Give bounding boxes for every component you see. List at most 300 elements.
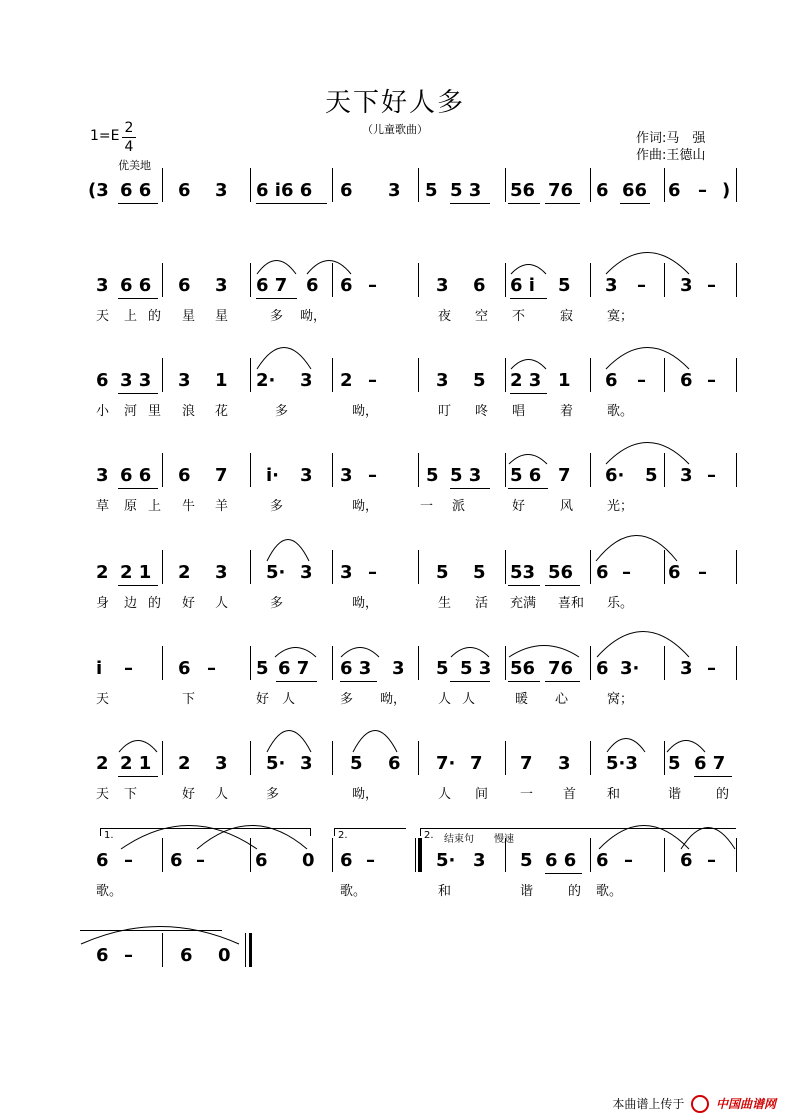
lyric-word: 身 [96,596,110,611]
beam-underline [118,393,158,394]
bar-line [332,646,333,680]
staff-row [0,753,790,813]
note-group: 5 [436,658,449,679]
note-group: 3 [473,850,486,871]
bar-line [418,263,419,297]
note-group: 3 [300,562,313,583]
note-group: 6 [178,275,191,296]
lyric-word: 谐 [520,884,534,899]
bar-line [736,358,737,392]
note-group: 5· [266,753,286,774]
tempo-marking: 优美地 [118,159,151,172]
lyric-word: 和 [607,787,621,802]
lyric-word: 一 [520,787,534,802]
lyric-word: 呦， [352,499,379,514]
ending-alt-line [420,828,736,829]
slur-arc [340,646,380,658]
bar-line [736,263,737,297]
note-group: 2 3 [510,370,542,391]
note-group: 6 7 [256,275,288,296]
bar-line [590,741,591,775]
bar-line [250,550,251,584]
note-group: 3 [680,465,693,486]
lyric-word: 光； [607,499,634,514]
ending-alt-label: 2. [424,830,434,841]
note-group: 2 [96,562,109,583]
note-group: 3 [436,275,449,296]
note-group: – [124,658,133,679]
note-group: 56 [510,658,536,679]
lyric-word: 下 [124,787,138,802]
ending-second-bracket [334,828,335,836]
lyrics-line [0,400,790,418]
bar-line [332,168,333,202]
beam-underline [118,488,158,489]
lyric-word: 寂 [560,309,574,324]
lyric-word: 的 [716,787,730,802]
notes-line [0,465,790,489]
slur-arc [508,644,580,658]
note-group: 0 [218,945,231,966]
lyric-word: 原 [124,499,138,514]
lyric-word: 多 [270,499,284,514]
lyric-word: 空 [475,309,489,324]
note-group: – [368,275,377,296]
note-group: 7 [470,753,483,774]
slur-arc [450,646,490,658]
note-group: 6 [178,180,191,201]
note-group: 6 [178,658,191,679]
lyric-word: 好 [182,596,196,611]
lyric-word: 充满 [510,596,537,611]
note-group: 2· [256,370,276,391]
note-group: ) [722,180,731,201]
bar-line [162,453,163,487]
time-numerator: 2 [124,120,134,136]
note-group: 2 1 [120,753,152,774]
slur-arc [274,646,317,658]
lyric-word: 歌。 [607,404,634,419]
bar-line [162,263,163,297]
lyric-word: 好 [256,692,270,707]
note-group: 5 [473,370,486,391]
site-logo-icon [691,1095,709,1113]
lyric-word: 小 [96,404,110,419]
note-group: 3· [620,658,640,679]
bar-line [418,550,419,584]
note-group: 6· [605,465,625,486]
lyric-word: 叮 [438,404,452,419]
lyrics-line [0,305,790,323]
note-group: 2 [178,562,191,583]
bar-line [250,358,251,392]
note-group: 3 [178,370,191,391]
beam-underline [694,776,732,777]
note-group: 6 6 [120,465,152,486]
ending-alt-bracket [420,828,421,836]
lyric-word: 天 [96,787,110,802]
note-group: 3 [300,465,313,486]
repeat-bar [415,838,422,872]
note-group: 5 3 [460,658,492,679]
lyric-word: 歌。 [596,884,623,899]
lyric-word: 呦， [352,404,379,419]
lyric-word: 的 [568,884,582,899]
staff-row [0,370,790,430]
note-group: 6 [340,850,353,871]
lyric-word: 呦， [380,692,407,707]
note-group: – [707,658,716,679]
lyric-word: 多 [340,692,354,707]
note-group: 3 [392,658,405,679]
bar-line [736,838,737,872]
bar-line [162,550,163,584]
beam-underline [118,203,158,204]
lyric-word: 羊 [215,499,229,514]
time-signature [122,120,136,155]
beam-underline [545,681,580,682]
lyric-word: 不 [512,309,526,324]
bar-line [332,838,333,872]
lyric-word: 心 [555,692,569,707]
notes-line [0,850,790,874]
note-group: 6 i6 6 [256,180,313,201]
notes-line [0,658,790,682]
ending-first-bracket-end [310,828,311,836]
coda-marks: 结束句 慢速 [444,834,514,845]
beam-underline [508,681,540,682]
beam-underline [450,488,490,489]
note-group: 1 [215,370,228,391]
note-group: – [698,562,707,583]
slur-arc [596,630,690,658]
lyric-word: 星 [182,309,196,324]
lyric-word: 呦， [300,309,327,324]
bar-line [590,263,591,297]
note-group: 6 [255,850,268,871]
bar-line [505,168,506,202]
lyric-word: 天 [96,692,110,707]
ending-second-line [334,828,406,829]
note-group: – [124,945,133,966]
note-group: 6 [180,945,193,966]
bar-line [332,741,333,775]
lyric-word: 的 [148,309,162,324]
note-group: 3 [436,370,449,391]
slur-arc [80,925,240,945]
lyric-word: 里 [148,404,162,419]
notes-line [0,370,790,394]
bar-line [418,168,419,202]
lyric-word: 咚 [475,404,489,419]
note-group: i· [266,465,280,486]
note-group: 76 [548,180,574,201]
beam-underline [508,488,548,489]
lyric-word: 星 [215,309,229,324]
note-group: 5 [436,562,449,583]
lyrics-line [0,592,790,610]
ending-second-label: 2. [338,830,348,841]
lyric-word: 天 [96,309,110,324]
notes-line [0,275,790,299]
lyric-word: 暖 [515,692,529,707]
bar-line [418,646,419,680]
lyric-word: 人 [215,596,229,611]
note-group: 2 [340,370,353,391]
note-group: 5 [350,753,363,774]
bar-line [418,358,419,392]
bar-line [664,168,665,202]
bar-line [505,263,506,297]
slur-arc [118,739,158,753]
note-group: 6 6 [545,850,577,871]
note-group: 6 [178,465,191,486]
note-group: 5 [473,562,486,583]
lyric-word: 多 [275,404,289,419]
bar-line [590,168,591,202]
note-group: 5 [425,180,438,201]
note-group: – [366,850,375,871]
beam-underline [256,203,327,204]
note-group: 76 [548,658,574,679]
note-group: 3 [96,275,109,296]
beam-underline [510,298,547,299]
beam-underline [118,585,158,586]
note-group: 6 [340,275,353,296]
note-group: 6 [170,850,183,871]
note-group: i [96,658,103,679]
note-group: 56 [548,562,574,583]
note-group: 53 [510,562,536,583]
note-group: 6 [668,562,681,583]
footer [612,1095,776,1114]
lyric-word: 夜 [438,309,452,324]
note-group: 5 [256,658,269,679]
beam-underline [118,298,158,299]
note-group: 2 1 [120,562,152,583]
note-group: – [368,370,377,391]
note-group: 3 [605,275,618,296]
bar-line [505,453,506,487]
lyric-word: 人 [438,692,452,707]
note-group: 6 [596,562,609,583]
note-group: – [637,370,646,391]
slur-arc [256,259,297,275]
bar-line [590,646,591,680]
note-group: 6 [605,370,618,391]
lyric-word: 人 [462,692,476,707]
note-group: 7 [558,465,571,486]
beam-underline [620,203,650,204]
note-group: – [707,370,716,391]
lyric-word: 间 [475,787,489,802]
note-group: 5 6 [510,465,542,486]
note-group: 2 [178,753,191,774]
note-group: 5 [426,465,439,486]
beam-underline [118,776,158,777]
lyric-word: 谐 [668,787,682,802]
bar-line [332,358,333,392]
bar-line [505,358,506,392]
lyric-word: 和 [438,884,452,899]
bar-line [250,453,251,487]
bar-line [736,550,737,584]
note-group: – [622,562,631,583]
lyrics-line [0,495,790,513]
notes-line [0,562,790,586]
note-group: 3 [680,275,693,296]
note-group: – [124,850,133,871]
note-group: 6 [306,275,319,296]
beam-underline [508,585,540,586]
key-label: 1=E [90,128,120,144]
beam-underline [545,203,580,204]
beam-underline [340,681,377,682]
lyrics-line [0,688,790,706]
lyric-word: 人 [438,787,452,802]
bar-line [250,168,251,202]
lyric-word: 多 [266,787,280,802]
note-group: 3 [300,370,313,391]
staff-row [0,465,790,525]
note-group: 5 3 [450,465,482,486]
lyric-word: 牛 [182,499,196,514]
lyric-word: 呦， [352,596,379,611]
lyric-word: 派 [452,499,466,514]
lyric-word: 首 [563,787,577,802]
beam-underline [545,873,582,874]
bar-line [250,646,251,680]
lyrics-line [0,210,790,228]
lyric-word: 歌。 [96,884,123,899]
note-group: 5·3 [606,753,638,774]
beam-underline [450,681,490,682]
slur-arc [510,358,547,370]
bar-line [736,453,737,487]
notes-line [0,180,790,204]
note-group: – [207,658,216,679]
beam-underline [510,393,547,394]
note-group: 5 [668,753,681,774]
lyric-word: 喜和 [558,596,585,611]
note-group: 6 [668,180,681,201]
lyric-word: 歌。 [340,884,367,899]
note-group: 6 [596,180,609,201]
lyric-word: 唱 [512,404,526,419]
time-denominator: 4 [124,139,134,155]
note-group: 3 [680,658,693,679]
lyric-word: 乐。 [607,596,634,611]
note-group: 3 [300,753,313,774]
bar-line [505,550,506,584]
lyric-word: 活 [475,596,489,611]
slur-arc [605,346,690,370]
staff-row [0,945,790,1005]
bar-line [736,646,737,680]
slur-arc [266,538,310,562]
note-group: 5 [645,465,658,486]
note-group: 6 [680,370,693,391]
bar-line [664,741,665,775]
staff-row [0,850,790,910]
bar-line [505,741,506,775]
note-group: – [707,465,716,486]
bar-line [162,741,163,775]
note-group: – [368,562,377,583]
note-group: 5 [520,850,533,871]
slur-arc [510,263,547,275]
lyric-word: 好 [512,499,526,514]
slur-arc [605,251,690,275]
bar-line [590,358,591,392]
bar-line [505,646,506,680]
lyric-word: 好 [182,787,196,802]
note-group: 3 [96,465,109,486]
beam-underline [256,298,297,299]
lyric-word: 人 [215,787,229,802]
note-group: 3 3 [120,370,152,391]
slur-arc [306,259,352,275]
bar-line [162,358,163,392]
bar-line [162,168,163,202]
lyric-word: 人 [282,692,296,707]
note-group: 2 [96,753,109,774]
slur-arc [595,534,678,562]
note-group: 6 [473,275,486,296]
note-group: 3 [558,753,571,774]
note-group: 3 [215,562,228,583]
site-name: 中国曲谱网 [715,1096,776,1111]
note-group: 5 3 [450,180,482,201]
note-group: – [707,275,716,296]
note-group: 6 6 [120,180,152,201]
ending-first-label: 1. [104,830,114,841]
slur-arc [256,346,312,370]
beam-underline [545,585,580,586]
lyric-word: 着 [560,404,574,419]
notes-line [0,945,790,969]
lyric-word: 多 [270,309,284,324]
note-group: 6 6 [120,275,152,296]
bar-line [162,646,163,680]
lyrics-line [0,880,790,898]
staff-row [0,275,790,335]
note-group: 7 [520,753,533,774]
slur-arc [605,441,690,465]
upload-text: 本曲谱上传于 [612,1096,685,1111]
note-group: 3 [340,465,353,486]
lyric-word: 浪 [182,404,196,419]
bar-line [590,550,591,584]
composer-credit: 作曲:王德山 [636,148,706,163]
lyrics-line [0,783,790,801]
note-group: (3 [88,180,109,201]
slur-arc [266,729,312,753]
beam-underline [450,203,490,204]
note-group: 6 [388,753,401,774]
bar-line [736,168,737,202]
lyric-word: 上 [148,499,162,514]
note-group: 3 [215,753,228,774]
staff-row [0,180,790,240]
slur-arc [508,453,548,465]
lyric-word: 多 [270,596,284,611]
beam-underline [508,203,540,204]
song-title: 天下好人多 [324,88,465,118]
lyric-word: 草 [96,499,110,514]
bar-line [250,263,251,297]
staff-row [0,562,790,622]
